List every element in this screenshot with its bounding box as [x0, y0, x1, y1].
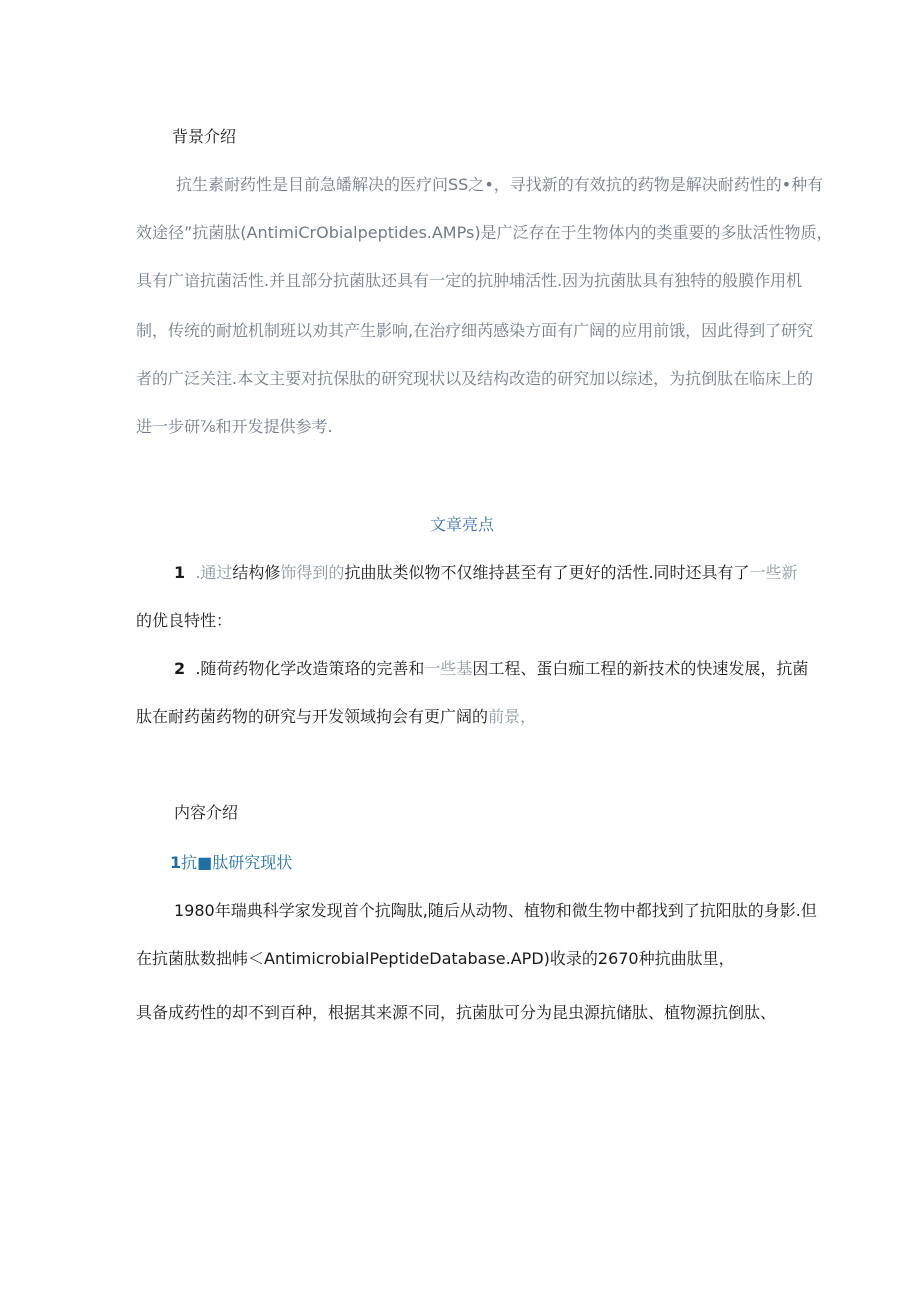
highlight-1-line-2: 的优良特性：	[136, 611, 233, 630]
background-line-5: 者的广泛关注.本文主要对抗保肽的研究现状以及结构改造的研究加以综述，为抗倒肽在临床上的	[136, 369, 814, 388]
highlight-2-number: 2	[174, 659, 186, 678]
highlight-1-part-a: .通过	[195, 563, 233, 582]
highlight-2-line-2a: 肽在耐药菌药物的研究与开发领域拘会有更广阔的	[136, 707, 489, 726]
highlight-1-part-b: 结构修	[232, 563, 281, 582]
highlight-1-part-e: 一些新	[749, 563, 798, 582]
highlight-2-part-b: 一些基	[424, 659, 473, 678]
highlight-2-line-2	[136, 704, 536, 727]
background-line-4: 制，传统的耐尬机制班以劝其产生影响,在治疗细芮感染方面有广阔的应用前饿，因此得到了研究	[136, 321, 814, 340]
highlight-2-part-a: .随荷药物化学改造策珞的完善和	[195, 659, 425, 678]
content-paragraph-line-2: 在抗菌肽数拙帏＜AntimicrobialPeptideDatabase.APD)收录的2670种抗曲肽里，	[136, 949, 735, 968]
subheading-text: 抗■肽研究现状	[181, 853, 293, 872]
content-subheading	[170, 850, 292, 873]
content-paragraph-line-3: 具备成药性的却不到百种，根据其来源不同，抗菌肽可分为昆虫源抗储肽、植物源抗倒肽、	[136, 1003, 777, 1022]
highlight-item-2	[174, 656, 808, 679]
background-line-3: 具有广谙抗菌活性.并且部分抗菌肽还具有一定的抗肿埔活性.因为抗菌肽具有独特的般膜作用机	[136, 271, 803, 290]
content-paragraph-line-1: 1980年瑞典科学家发现首个抗陶肽,随后从动物、植物和微生物中都找到了抗阳肽的身影.但	[174, 901, 817, 920]
highlight-2-part-c: 因工程、蛋白痂工程的新技术的快速发展，抗菌	[472, 659, 809, 678]
content-heading: 内容介绍	[174, 803, 239, 822]
highlight-2-line-2b: 前景，	[488, 707, 537, 726]
background-line-1: 抗生素耐药性是目前急皤解决的医疗问SS之•，寻找新的有效抗的药物是解决耐药性的•种有	[176, 175, 824, 194]
subheading-number: 1	[170, 853, 182, 872]
background-line-2: 效途径”抗菌肽(AntimiCrObialpeptides.AMPs)是广泛存在于生物体内的类重要的多肽活性物质，	[136, 223, 833, 242]
highlight-1-part-c: 饰得到的	[280, 563, 345, 582]
background-line-6: 进一步研⅞和开发提供参考.	[136, 417, 333, 436]
highlight-1-number: 1	[174, 563, 186, 582]
background-heading: 背景介绍	[172, 127, 237, 146]
highlight-item-1	[174, 560, 798, 583]
highlight-1-part-d: 抗曲肽类似物不仅维持甚至有了更好的活性.同时还具有了	[344, 563, 750, 582]
highlights-heading: 文章亮点	[430, 515, 495, 534]
